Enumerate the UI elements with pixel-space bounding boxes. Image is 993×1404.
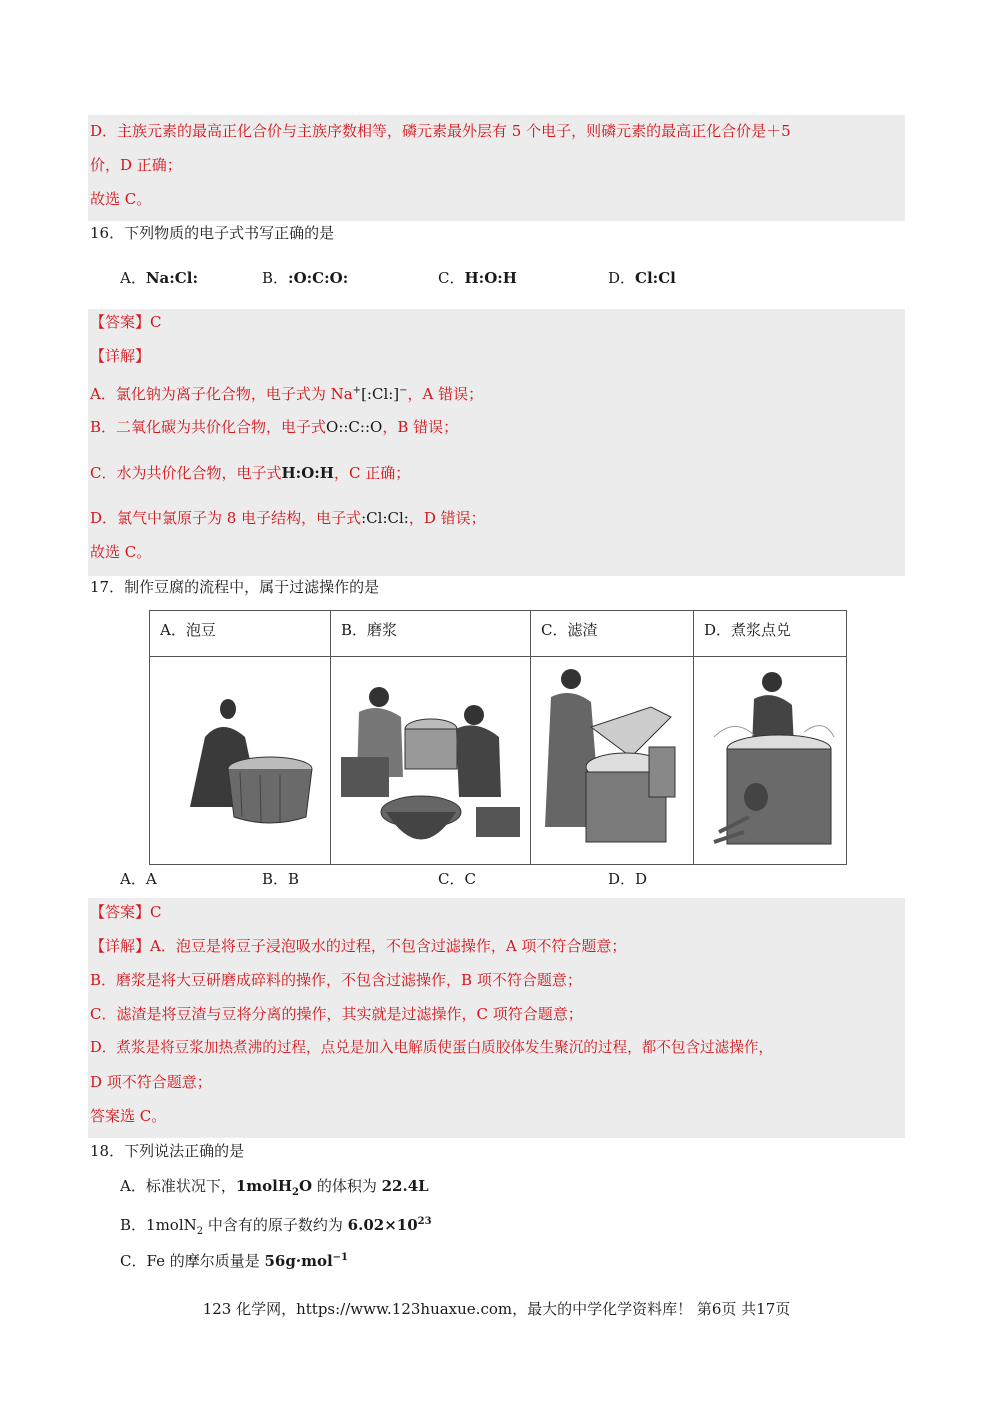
q16-detail-heading: 【详解】 — [90, 347, 151, 365]
q17-header-a: A．泡豆 — [150, 611, 331, 657]
q16-option-b — [262, 267, 348, 289]
q17-detail-2: B．磨浆是将大豆研磨成碎料的操作，不包含过滤操作，B 项不符合题意； — [90, 971, 582, 989]
q17-detail-5: D 项不符合题意； — [90, 1073, 212, 1091]
q17-detail-4: D．煮浆是将豆浆加热煮沸的过程，点兑是加入电解质使蛋白质胶体发生聚沉的过程，都不包含过滤操作， — [90, 1039, 774, 1056]
q17-option-b: B．B — [262, 870, 300, 888]
q17-picture-b — [331, 657, 531, 865]
q17-option-d: D．D — [608, 870, 648, 888]
q17-header-c: C．滤渣 — [531, 611, 694, 657]
q16-detail-c-formula: H:O:H — [281, 464, 334, 482]
top-line-3: 故选 C。 — [90, 190, 152, 208]
q17-picture-a — [150, 657, 331, 865]
page-footer: 123 化学网，https://www.123huaxue.com，最大的中学化学资料库！ 第6页 共17页 — [202, 1300, 791, 1318]
q17-option-a: A．A — [120, 870, 157, 888]
q16-option-b-label: B． — [262, 269, 289, 287]
q17-picture-c — [531, 657, 694, 865]
q16-option-d-label: D． — [608, 269, 636, 287]
q17-image-table — [149, 610, 847, 865]
q16-option-b-formula: :O:C:O: — [288, 269, 349, 287]
q17-conclusion: 答案选 C。 — [90, 1107, 167, 1125]
top-line-1: D．主族元素的最高正化合价与主族序数相等，磷元素最外层有 5 个电子，则磷元素的最高正化合价是＋5 — [90, 122, 791, 140]
q18-stem: 18．下列说法正确的是 — [90, 1142, 245, 1160]
q16-detail-a-formula: [:Cl:] — [361, 385, 400, 403]
q17-option-c: C．C — [438, 870, 476, 888]
q16-detail-b-formula: O::C::O — [326, 418, 383, 436]
q16-option-d — [608, 267, 676, 289]
q16-option-c-formula: H:O:H — [464, 269, 517, 287]
q17-answer: 【答案】C — [90, 903, 162, 921]
q16-detail-d: D．氯气中氯原子为 8 电子结构，电子式:Cl:Cl:，D 错误； — [90, 509, 486, 527]
q17-detail-3: C．滤渣是将豆渣与豆将分离的操作，其实就是过滤操作，C 项符合题意； — [90, 1005, 583, 1023]
q17-picture-d — [694, 657, 847, 865]
q17-header-d: D．煮浆点兑 — [694, 611, 847, 657]
q16-conclusion: 故选 C。 — [90, 543, 152, 561]
q16-option-d-formula: Cl:Cl — [635, 269, 676, 287]
q16-detail-a: A．氯化钠为离子化合物，电子式为 Na+[:Cl:]−，A 错误； — [90, 385, 484, 403]
q16-option-c — [438, 267, 517, 289]
answer-shade-q16 — [88, 309, 905, 576]
q16-detail-c: C．水为共价化合物，电子式H:O:H，C 正确； — [90, 464, 411, 482]
q16-option-a-label: A． — [120, 269, 146, 287]
q18-option-a: A．标准状况下，1molH$_2$O 的体积为 22.4L — [120, 1177, 429, 1198]
q16-option-a-formula: Na:Cl: — [145, 269, 198, 287]
q16-answer: 【答案】C — [90, 313, 162, 331]
top-line-2: 价，D 正确； — [90, 156, 182, 174]
q16-detail-b: B．二氧化碳为共价化合物，电子式O::C::O，B 错误； — [90, 418, 459, 436]
q17-header-b: B．磨浆 — [331, 611, 531, 657]
q16-stem: 16．下列物质的电子式书写正确的是 — [90, 224, 335, 242]
q17-detail-1: 【详解】A．泡豆是将豆子浸泡吸水的过程，不包含过滤操作，A 项不符合题意； — [90, 937, 627, 955]
q18-option-c: C．Fe 的摩尔质量是 56g·mol$^{-1}$ — [120, 1252, 348, 1270]
q16-detail-d-formula: :Cl:Cl: — [361, 509, 409, 527]
q17-stem: 17．制作豆腐的流程中，属于过滤操作的是 — [90, 578, 380, 596]
q16-option-c-label: C． — [438, 269, 465, 287]
q16-option-a — [120, 267, 198, 289]
q18-option-b: B．1molN$_2$ 中含有的原子数约为 $6.02\times 10^{23}$ — [120, 1216, 432, 1237]
